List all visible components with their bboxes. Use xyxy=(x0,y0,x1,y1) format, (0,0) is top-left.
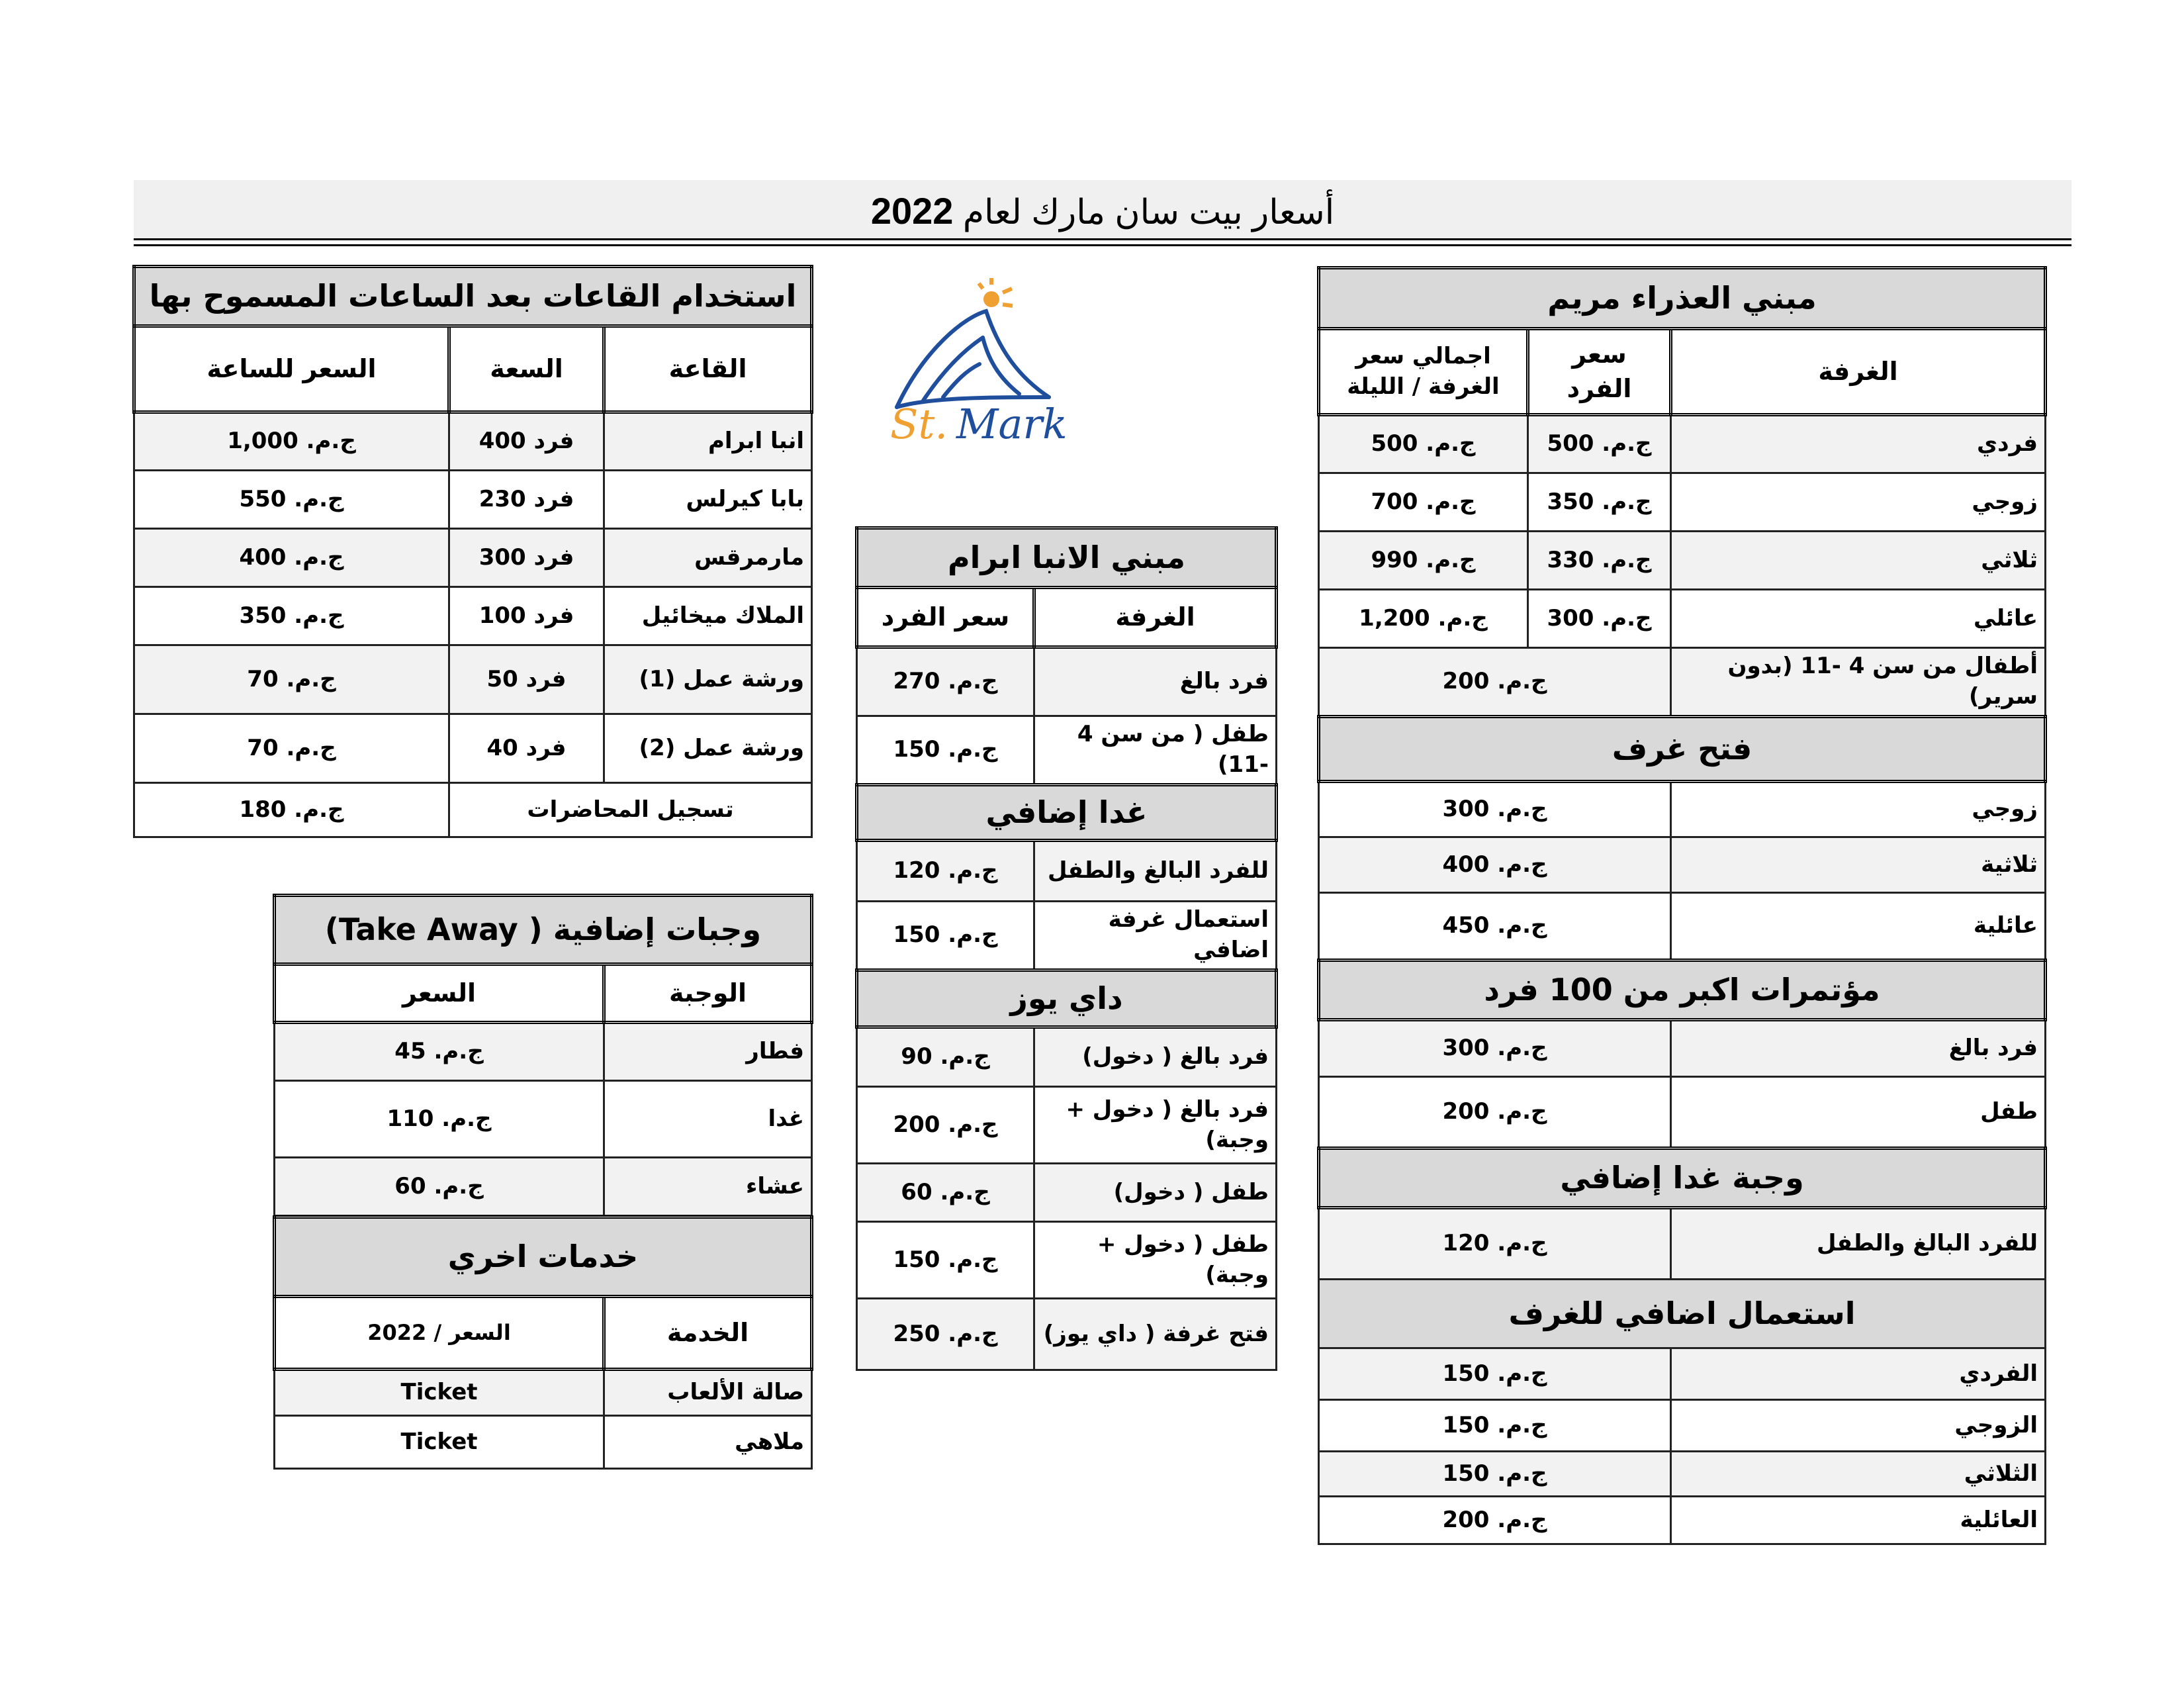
section-title: استعمال اضافي للغرف xyxy=(1319,1280,2046,1348)
hall-name: مارمرقس xyxy=(604,529,812,587)
price-per-person: ج.م. 330 xyxy=(1528,532,1671,590)
hall-name: الملاك ميخائيل xyxy=(604,587,812,645)
row-label: زوجي xyxy=(1671,782,2046,837)
row-label: فرد بالغ xyxy=(1671,1020,2046,1077)
row-price: ج.م. 300 xyxy=(1319,782,1671,837)
row-label: ثلاثية xyxy=(1671,837,2046,893)
row-price: ج.م. 300 xyxy=(1319,1020,1671,1077)
row-price: ج.م. 120 xyxy=(857,841,1034,902)
recording-price: ج.م. 180 xyxy=(134,783,449,837)
hall-capacity: فرد 230 xyxy=(449,471,604,529)
section-title: خدمات اخري xyxy=(275,1217,812,1297)
row-label: الثلاثي xyxy=(1671,1452,2046,1497)
table-row xyxy=(1319,590,2046,648)
table-row xyxy=(857,716,1277,785)
row-label: ملاهي xyxy=(604,1416,812,1469)
section-title: استخدام القاعات بعد الساعات المسموح بها xyxy=(134,267,812,326)
row-price: ج.م. 60 xyxy=(857,1164,1034,1222)
price-total: ج.م. 1,200 xyxy=(1319,590,1528,648)
section-title: مبني الانبا ابرام xyxy=(857,528,1277,588)
row-price: ج.م. 110 xyxy=(275,1081,604,1158)
hall-capacity: فرد 400 xyxy=(449,412,604,471)
row-label: للفرد البالغ والطفل xyxy=(1671,1208,2046,1280)
table-row xyxy=(1319,1077,2046,1149)
row-label: طفل xyxy=(1671,1077,2046,1149)
row-price: ج.م. 200 xyxy=(1319,1077,1671,1149)
logo-text-mark: Mark xyxy=(956,400,1068,448)
table-row xyxy=(1319,415,2046,473)
section-title: مؤتمرات اكبر من 100 فرد xyxy=(1319,961,2046,1020)
column-header: سعر الفرد xyxy=(1528,329,1671,415)
table-row xyxy=(857,1222,1277,1299)
price-per-person: ج.م. 300 xyxy=(1528,590,1671,648)
table-row xyxy=(1319,1208,2046,1280)
column-header: السعر للساعة xyxy=(134,326,449,412)
hall-name: بابا كيرلس xyxy=(604,471,812,529)
row-price: ج.م. 150 xyxy=(1319,1400,1671,1452)
row-label: فرد بالغ ( دخول) xyxy=(1034,1027,1277,1087)
table-row xyxy=(134,783,812,837)
row-price: ج.م. 90 xyxy=(857,1027,1034,1087)
table-row xyxy=(1319,837,2046,893)
table-row xyxy=(275,1370,812,1416)
row-price: ج.م. 150 xyxy=(1319,1348,1671,1400)
row-label: فتح غرفة ( داي يوز) xyxy=(1034,1299,1277,1370)
hall-price: ج.م. 550 xyxy=(134,471,449,529)
hall-name: ورشة عمل (1) xyxy=(604,645,812,714)
st-mark-logo xyxy=(850,265,1188,483)
room-name: ثلاثي xyxy=(1671,532,2046,590)
row-label: فطار xyxy=(604,1023,812,1081)
table-row xyxy=(134,529,812,587)
row-label: طفل ( من سن 4 -11) xyxy=(1034,716,1277,785)
column-header: الغرفة xyxy=(1671,329,2046,415)
table-row xyxy=(134,587,812,645)
row-label: للفرد البالغ والطفل xyxy=(1034,841,1277,902)
hall-price: ج.م. 1,000 xyxy=(134,412,449,471)
recording-label: تسجيل المحاضرات xyxy=(449,783,812,837)
room-name: فردي xyxy=(1671,415,2046,473)
table-row xyxy=(134,645,812,714)
hall-capacity: فرد 40 xyxy=(449,714,604,783)
page-title-bar xyxy=(134,180,2071,240)
row-label: استعمال غرفة اضافي xyxy=(1034,902,1277,970)
table-row xyxy=(857,1164,1277,1222)
table-row xyxy=(1319,1020,2046,1077)
row-price: ج.م. 150 xyxy=(857,1222,1034,1299)
hall-price: ج.م. 350 xyxy=(134,587,449,645)
row-price: Ticket xyxy=(275,1370,604,1416)
hall-name: انبا ابرام xyxy=(604,412,812,471)
row-label: صالة الألعاب xyxy=(604,1370,812,1416)
children-label: أطفال من سن 4 -11 (بدون سرير) xyxy=(1671,648,2046,717)
section-title: داي يوز xyxy=(857,970,1277,1027)
column-header: الوجبة xyxy=(604,964,812,1023)
table-row xyxy=(1319,1452,2046,1497)
section-title: مبني العذراء مريم xyxy=(1319,268,2046,329)
table-row xyxy=(1319,782,2046,837)
table-row xyxy=(134,412,812,471)
other-services-table xyxy=(273,1215,813,1470)
row-label: طفل ( دخول + وجبة) xyxy=(1034,1222,1277,1299)
section-title: وجبة غدا إضافي xyxy=(1319,1149,2046,1208)
column-header: السعة xyxy=(449,326,604,412)
table-row xyxy=(1319,1348,2046,1400)
row-label: عائلية xyxy=(1671,893,2046,961)
section-title: غدا إضافي xyxy=(857,785,1277,841)
row-price: ج.م. 450 xyxy=(1319,893,1671,961)
row-price: ج.م. 200 xyxy=(1319,1497,1671,1544)
table-row xyxy=(134,714,812,783)
row-price: ج.م. 150 xyxy=(1319,1452,1671,1497)
section-title: وجبات إضافية ( Take Away) xyxy=(275,896,812,964)
virgin-mary-building-table xyxy=(1317,266,2047,1545)
hall-price: ج.م. 70 xyxy=(134,714,449,783)
table-row xyxy=(134,471,812,529)
children-price: ج.م. 200 xyxy=(1319,648,1671,717)
room-name: عائلي xyxy=(1671,590,2046,648)
row-label: عشاء xyxy=(604,1158,812,1216)
page-title xyxy=(134,189,2071,232)
anba-abram-building-table xyxy=(855,526,1278,1371)
row-price: ج.م. 120 xyxy=(1319,1208,1671,1280)
table-row xyxy=(857,647,1277,716)
row-label: فرد بالغ xyxy=(1034,647,1277,716)
row-label: غدا xyxy=(604,1081,812,1158)
column-header: الخدمة xyxy=(604,1297,812,1370)
row-price: ج.م. 150 xyxy=(857,902,1034,970)
table-row xyxy=(275,1081,812,1158)
table-row xyxy=(1319,1497,2046,1544)
column-header: سعر الفرد xyxy=(857,588,1034,647)
column-header: القاعة xyxy=(604,326,812,412)
table-row xyxy=(1319,893,2046,961)
table-row xyxy=(1319,1400,2046,1452)
table-row xyxy=(275,1023,812,1081)
row-price: ج.م. 400 xyxy=(1319,837,1671,893)
row-price: ج.م. 250 xyxy=(857,1299,1034,1370)
row-price: ج.م. 200 xyxy=(857,1087,1034,1164)
hall-price: ج.م. 400 xyxy=(134,529,449,587)
row-price: ج.م. 60 xyxy=(275,1158,604,1216)
price-total: ج.م. 700 xyxy=(1319,473,1528,532)
table-row xyxy=(275,1416,812,1469)
row-price: ج.م. 270 xyxy=(857,647,1034,716)
column-header: اجمالي سعر الغرفة / الليلة xyxy=(1319,329,1528,415)
table-row xyxy=(857,902,1277,970)
logo-text-st: St. xyxy=(890,400,948,448)
column-header: السعر xyxy=(275,964,604,1023)
table-row xyxy=(857,1027,1277,1087)
price-total: ج.م. 990 xyxy=(1319,532,1528,590)
row-label: الفردي xyxy=(1671,1348,2046,1400)
price-per-person: ج.م. 500 xyxy=(1528,415,1671,473)
row-label: فرد بالغ ( دخول + وجبة) xyxy=(1034,1087,1277,1164)
row-price: ج.م. 45 xyxy=(275,1023,604,1081)
row-price: Ticket xyxy=(275,1416,604,1469)
table-row xyxy=(857,1299,1277,1370)
price-total: ج.م. 500 xyxy=(1319,415,1528,473)
row-label: العائلية xyxy=(1671,1497,2046,1544)
hall-capacity: فرد 50 xyxy=(449,645,604,714)
row-label: طفل ( دخول) xyxy=(1034,1164,1277,1222)
table-row xyxy=(1319,473,2046,532)
logo-sail-icon xyxy=(897,311,1049,407)
row-label: الزوجي xyxy=(1671,1400,2046,1452)
logo-sun-icon xyxy=(979,278,1013,306)
hall-price: ج.م. 70 xyxy=(134,645,449,714)
page-title-text: أسعار بيت سان مارك لعام xyxy=(962,193,1335,232)
hall-capacity: فرد 100 xyxy=(449,587,604,645)
column-header: السعر / 2022 xyxy=(275,1297,604,1370)
table-row xyxy=(857,841,1277,902)
row-price: ج.م. 150 xyxy=(857,716,1034,785)
section-title: فتح غرف xyxy=(1319,717,2046,782)
page-title-year: 2022 xyxy=(870,190,954,232)
price-per-person: ج.م. 350 xyxy=(1528,473,1671,532)
room-name: زوجي xyxy=(1671,473,2046,532)
hall-name: ورشة عمل (2) xyxy=(604,714,812,783)
table-row xyxy=(857,1087,1277,1164)
column-header: الغرفة xyxy=(1034,588,1277,647)
table-row xyxy=(275,1158,812,1216)
table-row xyxy=(1319,532,2046,590)
halls-table xyxy=(132,265,813,838)
hall-capacity: فرد 300 xyxy=(449,529,604,587)
take-away-meals-table xyxy=(273,894,813,1217)
table-row xyxy=(1319,648,2046,717)
